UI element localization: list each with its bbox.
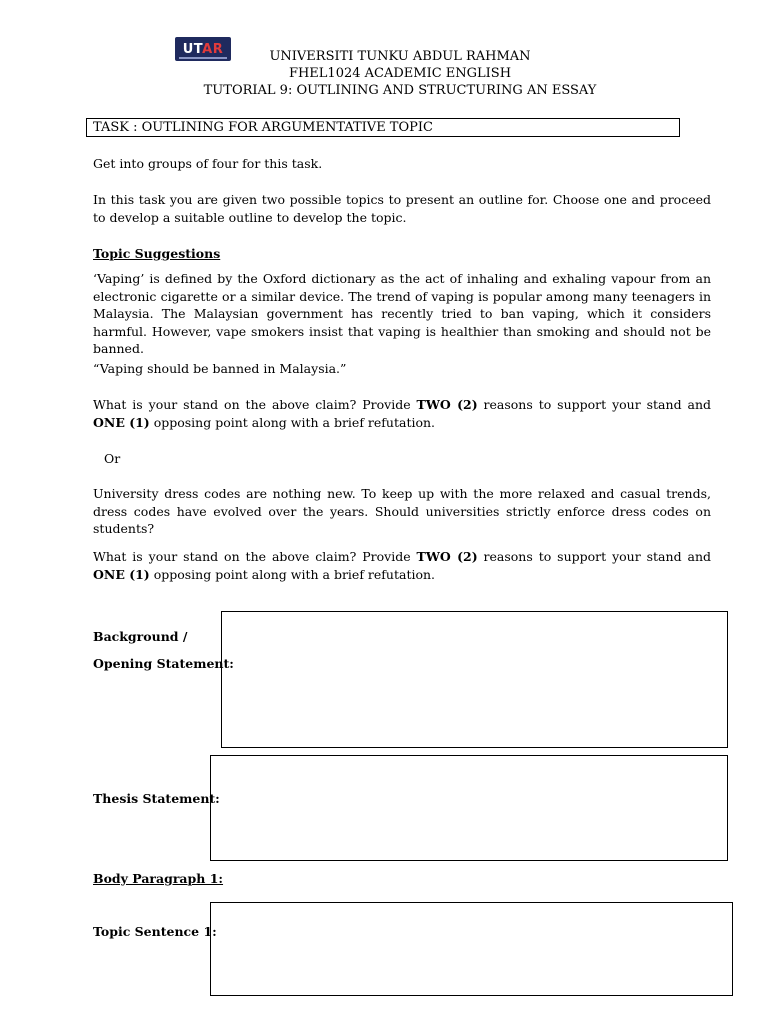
university-name: UNIVERSITI TUNKU ABDUL RAHMAN <box>269 49 531 64</box>
thesis-label: Thesis Statement: <box>93 791 220 806</box>
logo-text-b: AR <box>202 41 224 57</box>
background-label-1: Background / <box>93 629 188 644</box>
question-one: ONE (1) <box>93 566 150 582</box>
topic-suggestions-heading: Topic Suggestions <box>93 246 221 261</box>
thesis-input-box[interactable] <box>210 755 728 861</box>
question-text-mid: reasons to support your stand and <box>477 397 711 412</box>
question-text-mid: reasons to support your stand and <box>477 549 711 564</box>
topic2-paragraph: University dress codes are nothing new. To keep up with the more relaxed and casual trends, dress codes have evolved over the years. Should universities strictly enforce dress codes on students? <box>93 486 711 536</box>
question-one: ONE (1) <box>93 414 150 430</box>
question-text-post: opposing point along with a brief refutation. <box>149 566 436 582</box>
logo-text-a: UT <box>182 41 203 57</box>
question-text-pre: What is your stand on the above claim? Provide <box>93 549 417 564</box>
task-title-box <box>86 118 680 137</box>
background-input-box[interactable] <box>221 611 728 748</box>
groups-instruction: Get into groups of four for this task. <box>93 156 323 171</box>
topic-sentence-label: Topic Sentence 1: <box>93 924 217 939</box>
task-title: TASK : OUTLINING FOR ARGUMENTATIVE TOPIC <box>93 120 433 135</box>
tutorial-title: TUTORIAL 9: OUTLINING AND STRUCTURING AN ESSAY <box>203 83 597 98</box>
question-two: TWO (2) <box>416 549 478 564</box>
topic2-question <box>93 548 711 583</box>
or-separator: Or <box>104 451 121 466</box>
topic1-claim: “Vaping should be banned in Malaysia.” <box>93 361 347 376</box>
background-label-2: Opening Statement: <box>93 656 234 671</box>
course-name: FHEL1024 ACADEMIC ENGLISH <box>288 66 512 81</box>
question-two: TWO (2) <box>416 397 478 412</box>
topic1-paragraph: ‘Vaping’ is defined by the Oxford dictionary as the act of inhaling and exhaling vapour from an electronic cigarette or a similar device. The trend of vaping is popular among many teenagers in Malaysia. The Malaysian government has recently tried to ban vaping, which it considers harmful. However, vape smokers insist that vaping is healthier than smoking and should not be banned. <box>93 271 711 356</box>
topic-sentence-input-box[interactable] <box>210 902 733 996</box>
question-text-pre: What is your stand on the above claim? Provide <box>93 397 417 412</box>
task-intro: In this task you are given two possible topics to present an outline for. Choose one and proceed to develop a suitable outline to develop the topic. <box>93 192 711 225</box>
topic1-question <box>93 396 711 431</box>
question-text-post: opposing point along with a brief refutation. <box>149 414 436 430</box>
body-paragraph-1-heading: Body Paragraph 1: <box>93 871 224 886</box>
